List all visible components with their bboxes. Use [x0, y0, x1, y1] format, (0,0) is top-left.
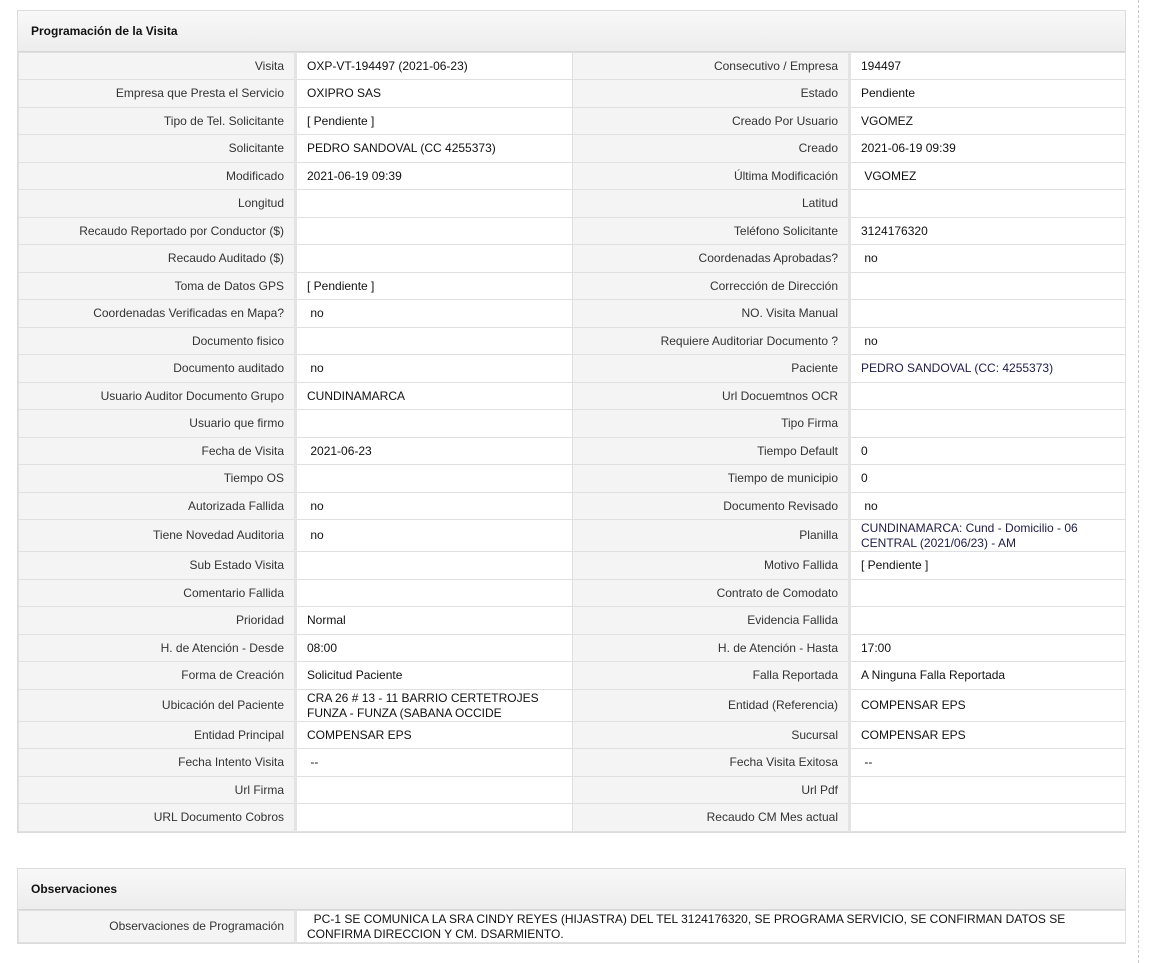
detail-row — [19, 218, 1126, 245]
field-value: PEDRO SANDOVAL (CC: 4255373) — [850, 355, 1126, 383]
field-label: Tiempo Default — [573, 438, 850, 465]
detail-row — [19, 163, 1126, 190]
field-label: Tiempo de municipio — [573, 465, 850, 493]
field-value: 17:00 — [850, 635, 1126, 662]
field-value: 0 — [850, 438, 1126, 465]
field-label: Longitud — [19, 190, 296, 218]
field-value: OXP-VT-194497 (2021-06-23) — [296, 53, 573, 80]
field-label: Contrato de Comodato — [573, 580, 850, 607]
field-value: CUNDINAMARCA: Cund - Domicilio - 06 CENTRAL (2021/06/23) - AM — [850, 520, 1126, 552]
field-value: [ Pendiente ] — [296, 108, 573, 135]
field-value: [ Pendiente ] — [296, 273, 573, 300]
detail-row — [19, 273, 1126, 300]
field-label: Paciente — [573, 355, 850, 383]
observaciones-table — [18, 910, 1126, 943]
field-value: Solicitud Paciente — [296, 662, 573, 690]
field-value — [296, 804, 573, 832]
field-label: Tiempo OS — [19, 465, 296, 493]
detail-row — [19, 438, 1126, 465]
field-value: PEDRO SANDOVAL (CC 4255373) — [296, 135, 573, 163]
field-value: no — [850, 245, 1126, 273]
detail-row — [19, 552, 1126, 580]
field-value: COMPENSAR EPS — [850, 690, 1126, 722]
field-label: Prioridad — [19, 607, 296, 635]
field-label: Planilla — [573, 520, 850, 552]
field-value: CRA 26 # 13 - 11 BARRIO CERTETROJES FUNZA - FUNZA (SABANA OCCIDE — [296, 690, 573, 722]
page-right-dashed-border — [1138, 0, 1139, 963]
field-value: Normal — [296, 607, 573, 635]
detail-row — [19, 328, 1126, 355]
detail-row — [19, 465, 1126, 493]
field-label: Estado — [573, 80, 850, 108]
detail-row — [19, 804, 1126, 832]
field-label: Comentario Fallida — [19, 580, 296, 607]
programacion-table — [18, 52, 1126, 832]
programacion-header: Programación de la Visita — [18, 11, 1125, 52]
field-value — [850, 804, 1126, 832]
field-value: 2021-06-23 — [296, 438, 573, 465]
field-label: Recaudo CM Mes actual — [573, 804, 850, 832]
field-value: OXIPRO SAS — [296, 80, 573, 108]
field-label: Sucursal — [573, 722, 850, 749]
field-value — [296, 552, 573, 580]
field-value: no — [850, 328, 1126, 355]
detail-row — [19, 383, 1126, 410]
field-value: COMPENSAR EPS — [296, 722, 573, 749]
field-label: Fecha Visita Exitosa — [573, 749, 850, 777]
detail-row — [19, 520, 1126, 552]
detail-row — [19, 80, 1126, 108]
field-value: 3124176320 — [850, 218, 1126, 245]
field-label: Modificado — [19, 163, 296, 190]
field-value — [850, 383, 1126, 410]
field-value — [296, 190, 573, 218]
field-value: no — [296, 493, 573, 520]
field-label: Visita — [19, 53, 296, 80]
field-value: 0 — [850, 465, 1126, 493]
field-value: A Ninguna Falla Reportada — [850, 662, 1126, 690]
field-label: Toma de Datos GPS — [19, 273, 296, 300]
detail-row — [19, 355, 1126, 383]
field-value: [ Pendiente ] — [850, 552, 1126, 580]
field-value — [850, 777, 1126, 804]
field-label: Falla Reportada — [573, 662, 850, 690]
field-value: 2021-06-19 09:39 — [850, 135, 1126, 163]
field-label: Usuario Auditor Documento Grupo — [19, 383, 296, 410]
field-label: Url Docuemtnos OCR — [573, 383, 850, 410]
field-label: Evidencia Fallida — [573, 607, 850, 635]
field-label: Empresa que Presta el Servicio — [19, 80, 296, 108]
detail-row — [19, 662, 1126, 690]
detail-row — [19, 108, 1126, 135]
observaciones-row — [19, 911, 1126, 943]
field-value: CUNDINAMARCA — [296, 383, 573, 410]
field-label: Sub Estado Visita — [19, 552, 296, 580]
field-value — [850, 580, 1126, 607]
field-label: Teléfono Solicitante — [573, 218, 850, 245]
field-value — [850, 300, 1126, 328]
detail-row — [19, 493, 1126, 520]
field-label: Recaudo Reportado por Conductor ($) — [19, 218, 296, 245]
field-label: Creado — [573, 135, 850, 163]
field-value — [850, 190, 1126, 218]
field-value: -- — [296, 749, 573, 777]
detail-row — [19, 749, 1126, 777]
field-value: 08:00 — [296, 635, 573, 662]
field-value: no — [296, 300, 573, 328]
detail-row — [19, 690, 1126, 722]
field-label: Tiene Novedad Auditoria — [19, 520, 296, 552]
field-value: Pendiente — [850, 80, 1126, 108]
field-value — [296, 580, 573, 607]
field-value: no — [296, 520, 573, 552]
field-label: Coordenadas Verificadas en Mapa? — [19, 300, 296, 328]
field-value: no — [850, 493, 1126, 520]
field-label: Ubicación del Paciente — [19, 690, 296, 722]
field-label: H. de Atención - Desde — [19, 635, 296, 662]
field-label: Url Pdf — [573, 777, 850, 804]
field-label: URL Documento Cobros — [19, 804, 296, 832]
field-value — [850, 410, 1126, 438]
field-label: Fecha de Visita — [19, 438, 296, 465]
field-value: COMPENSAR EPS — [850, 722, 1126, 749]
field-value — [296, 218, 573, 245]
detail-row — [19, 635, 1126, 662]
field-label: Documento Revisado — [573, 493, 850, 520]
field-label: Recaudo Auditado ($) — [19, 245, 296, 273]
detail-row — [19, 777, 1126, 804]
detail-row — [19, 53, 1126, 80]
field-value: VGOMEZ — [850, 163, 1126, 190]
field-label: Solicitante — [19, 135, 296, 163]
detail-row — [19, 135, 1126, 163]
observaciones-label: Observaciones de Programación — [19, 911, 296, 943]
detail-row — [19, 580, 1126, 607]
field-value — [850, 607, 1126, 635]
field-label: Creado Por Usuario — [573, 108, 850, 135]
field-label: Última Modificación — [573, 163, 850, 190]
field-value — [296, 777, 573, 804]
field-value: 2021-06-19 09:39 — [296, 163, 573, 190]
detail-row — [19, 190, 1126, 218]
field-label: Motivo Fallida — [573, 552, 850, 580]
field-label: Tipo Firma — [573, 410, 850, 438]
observaciones-panel — [17, 868, 1126, 944]
field-value — [296, 328, 573, 355]
field-value: no — [296, 355, 573, 383]
detail-row — [19, 410, 1126, 438]
field-value: -- — [850, 749, 1126, 777]
field-value — [850, 273, 1126, 300]
field-label: Url Firma — [19, 777, 296, 804]
field-label: Documento fisico — [19, 328, 296, 355]
field-label: Usuario que firmo — [19, 410, 296, 438]
field-label: Consecutivo / Empresa — [573, 53, 850, 80]
programacion-panel — [17, 10, 1126, 833]
detail-row — [19, 300, 1126, 328]
field-label: Fecha Intento Visita — [19, 749, 296, 777]
field-label: Coordenadas Aprobadas? — [573, 245, 850, 273]
field-value — [296, 245, 573, 273]
field-label: Forma de Creación — [19, 662, 296, 690]
field-label: H. de Atención - Hasta — [573, 635, 850, 662]
field-value: 194497 — [850, 53, 1126, 80]
field-label: NO. Visita Manual — [573, 300, 850, 328]
observaciones-value: PC-1 SE COMUNICA LA SRA CINDY REYES (HIJASTRA) DEL TEL 3124176320, SE PROGRAMA SERVICIO, SE CONFIRMAN DATOS SE CONFIRMA DIRECCION Y CM. DSARMIENTO. — [296, 911, 1126, 943]
detail-row — [19, 245, 1126, 273]
field-label: Requiere Auditoriar Documento ? — [573, 328, 850, 355]
field-label: Corrección de Dirección — [573, 273, 850, 300]
field-label: Latitud — [573, 190, 850, 218]
detail-row — [19, 607, 1126, 635]
field-label: Tipo de Tel. Solicitante — [19, 108, 296, 135]
field-label: Autorizada Fallida — [19, 493, 296, 520]
field-label: Entidad (Referencia) — [573, 690, 850, 722]
field-label: Entidad Principal — [19, 722, 296, 749]
field-value — [296, 465, 573, 493]
field-value — [296, 410, 573, 438]
observaciones-header: Observaciones — [18, 869, 1125, 910]
field-value: VGOMEZ — [850, 108, 1126, 135]
field-label: Documento auditado — [19, 355, 296, 383]
detail-row — [19, 722, 1126, 749]
